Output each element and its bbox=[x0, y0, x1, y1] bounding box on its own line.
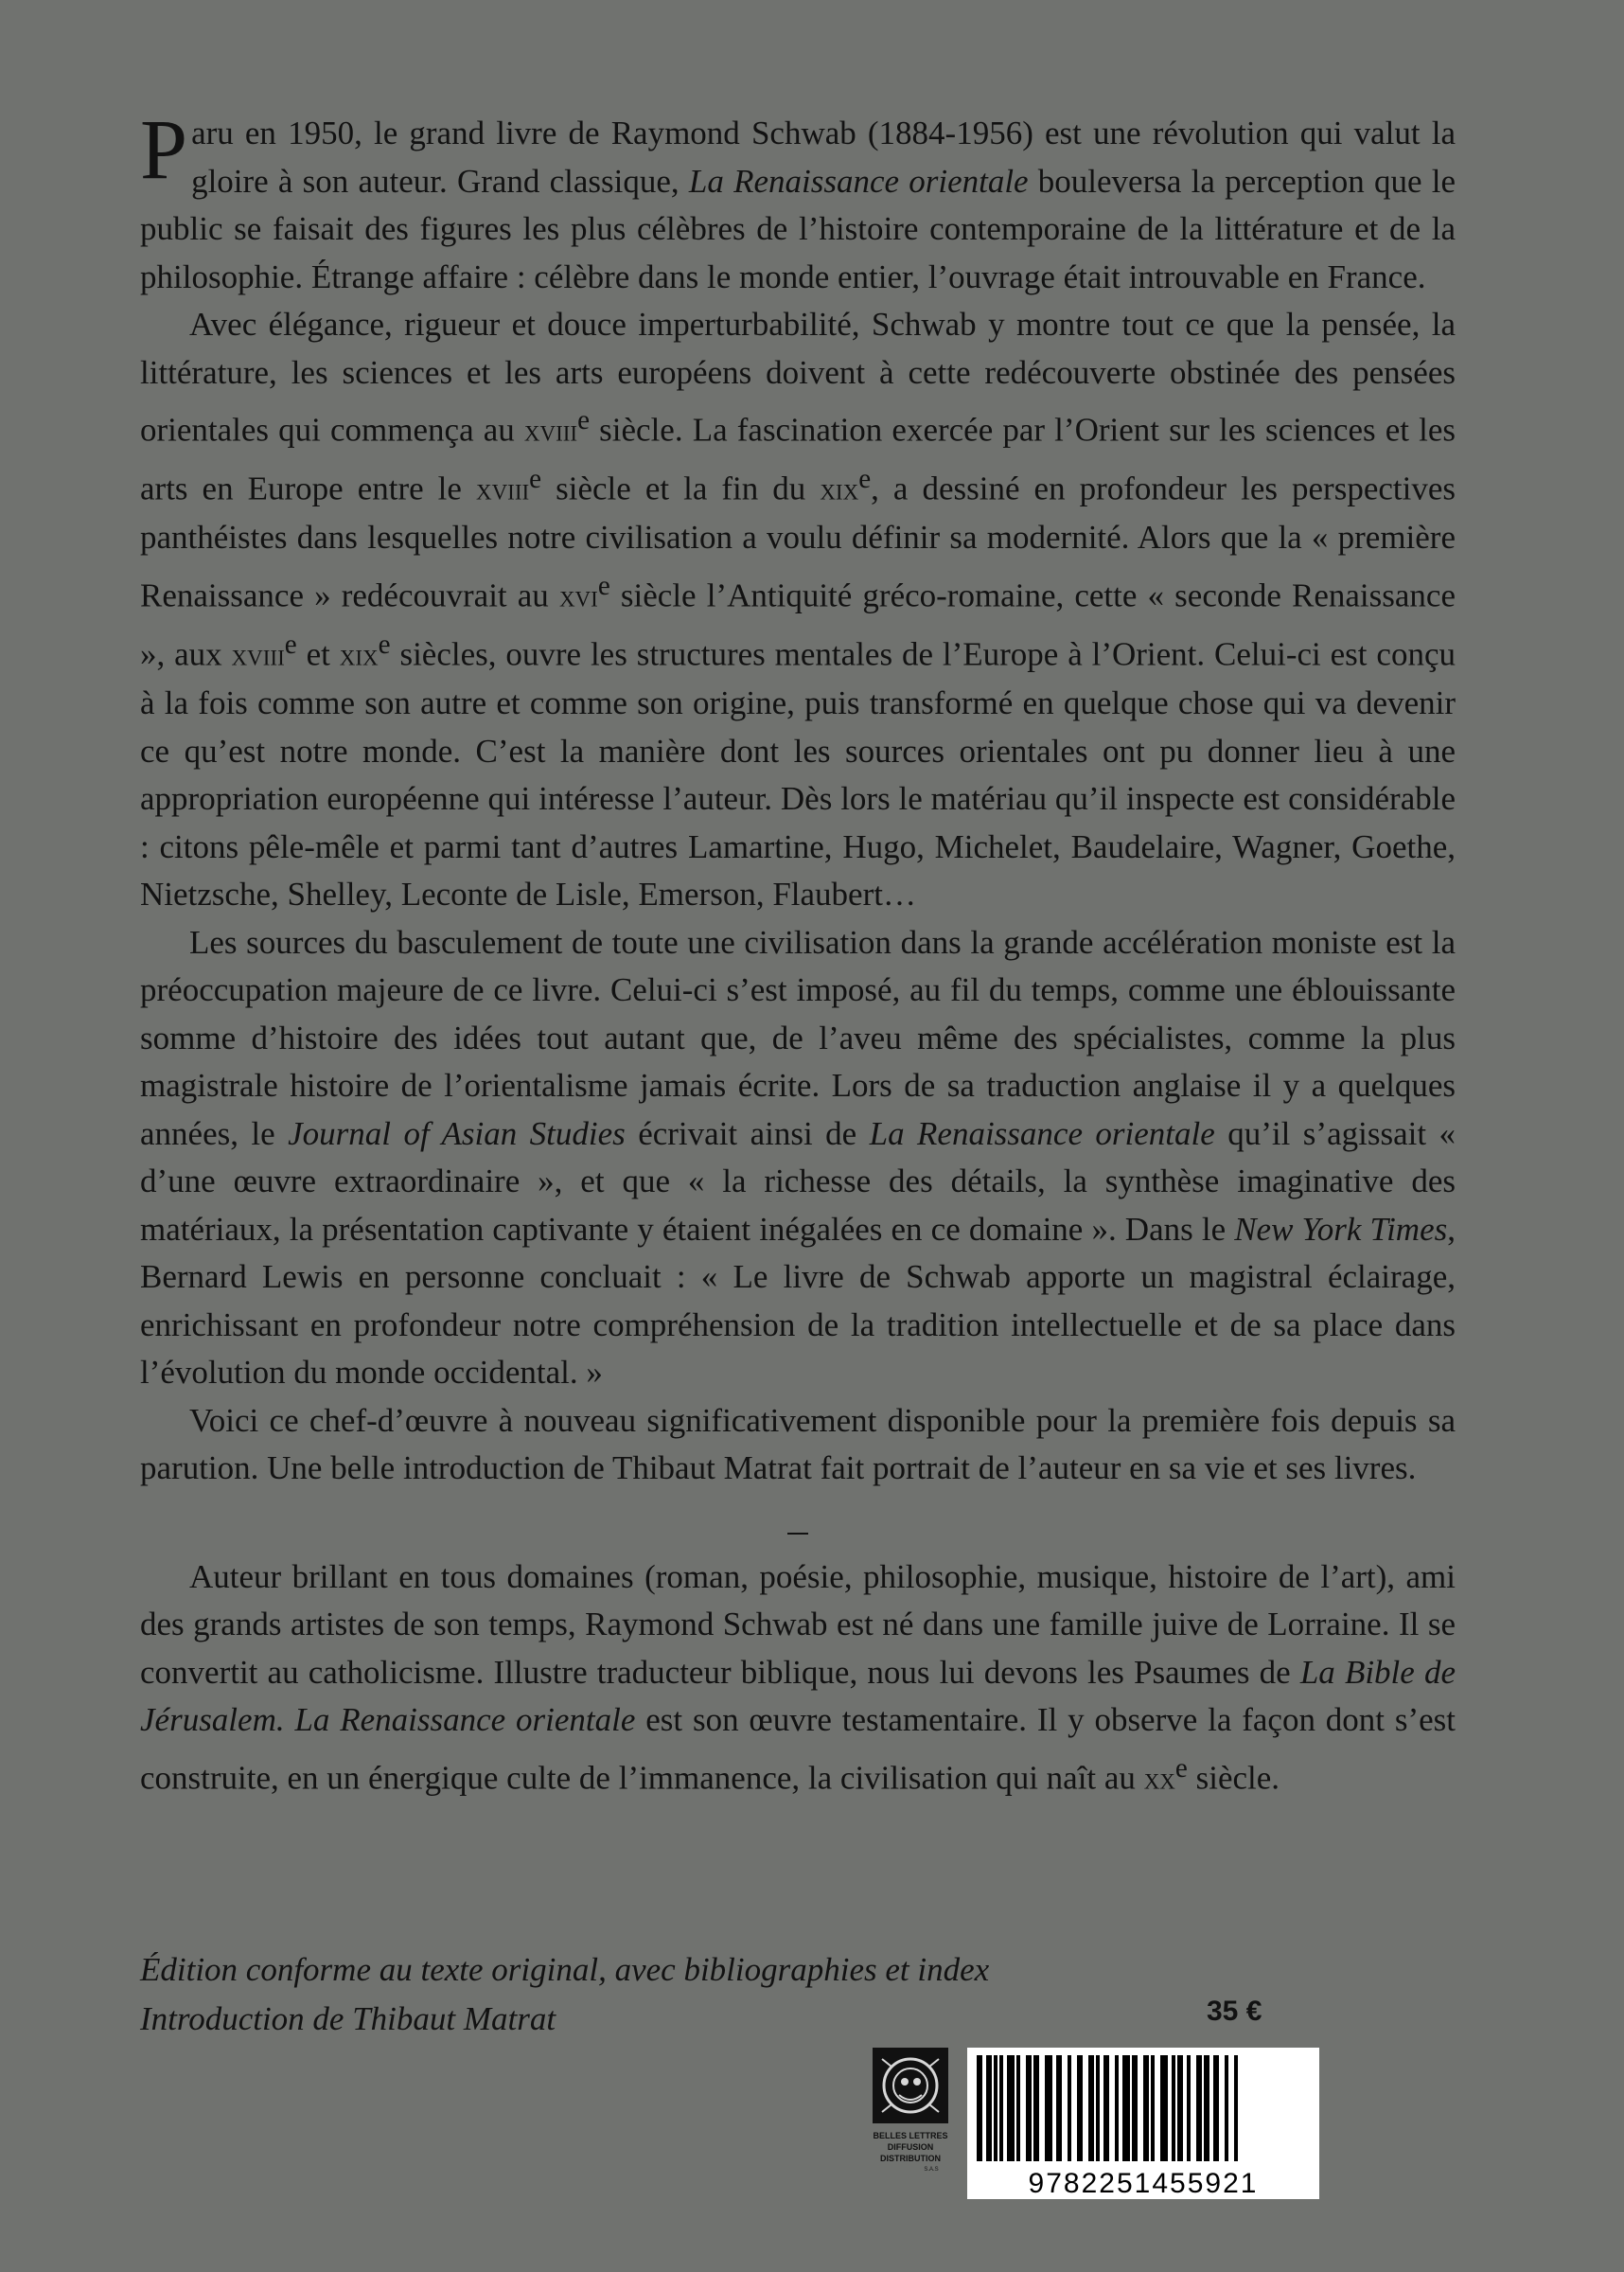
barcode-bar bbox=[1007, 2055, 1015, 2161]
barcode-bar bbox=[1068, 2055, 1071, 2161]
book-title: La Renaissance orientale bbox=[688, 162, 1029, 200]
barcode-bar bbox=[1103, 2055, 1109, 2161]
barcode-bar bbox=[1225, 2055, 1228, 2161]
publisher-name-line-3: DISTRIBUTION bbox=[880, 2154, 941, 2163]
barcode-bar bbox=[1088, 2055, 1094, 2161]
isbn-barcode bbox=[967, 2048, 1319, 2199]
edition-line: Édition conforme au texte original, avec bibliographies et index bbox=[140, 1951, 990, 1988]
introduction-line: Introduction de Thibaut Matrat bbox=[140, 2000, 556, 2037]
barcode-bar bbox=[1033, 2055, 1039, 2161]
book-title: La Renaissance orientale bbox=[294, 1701, 636, 1739]
barcode-bar bbox=[1077, 2055, 1083, 2161]
publisher-name-line-1: BELLES LETTRES bbox=[873, 2131, 948, 2140]
barcode-bar bbox=[1096, 2055, 1100, 2161]
barcode-bar bbox=[1026, 2055, 1032, 2161]
edition-note bbox=[140, 1945, 989, 2044]
barcode-bar bbox=[1016, 2055, 1020, 2161]
paragraph-1: Paru en 1950, le grand livre de Raymond Schwab (1884-1956) est une révolution qui valut la gloire à son auteur. Grand classique, La Renaissance orientale bouleversa la perception que le public se faisait des figures les plus célèbres de l’histoire contemporaine de la littérature et de la philosophie. Étrange affaire : célèbre dans le monde entier, l’ouvrage était introuvable en France. bbox=[140, 103, 1456, 295]
barcode-bar bbox=[1213, 2055, 1219, 2161]
paragraph-2: Avec élégance, rigueur et douce imperturbabilité, Schwab y montre tout ce que la pensée, la littérature, les sciences et les arts européens doivent à cette redécouverte obstinée des pensées orientales qui commença au xviii$^e$ siècle. La fascination exercée par l’Orient sur les sciences et les arts en Europe entre le xviii$^e$ siècle et la fin du xix$^e$, a dessiné en profondeur les perspectives panthéistes dans lesquelles notre civilisation a voulu définir sa modernité. Alors que la « première Renaissance » redécouvrait au xvi$^e$ siècle l’Antiquité gréco-romaine, cette « seconde Renaissance », aux xviii$^e$ et xix$^e$ siècles, ouvre les structures mentales de l’Europe à l’Orient. Celui-ci est conçu à la fois comme son autre et comme son origine, puis transformé en quelque chose qui va devenir ce qu’est notre monde. C’est la manière dont les sources orientales ont pu donner lieu à une appropriation européenne qui intéresse l’auteur. Dès lors le matériau qu’il inspecte est considérable : citons pêle-mêle et parmi tant d’autres Lamartine, Hugo, Michelet, Baudelaire, Wagner, Goethe, Nietzsche, Shelley, Leconte de Lisle, Emerson, Flaubert… bbox=[140, 306, 1456, 914]
drop-cap: P bbox=[140, 103, 188, 197]
barcode-bar bbox=[1056, 2055, 1062, 2161]
barcode-bar bbox=[1143, 2055, 1149, 2161]
barcode-bar bbox=[1122, 2055, 1130, 2161]
barcode-bar bbox=[994, 2055, 997, 2161]
barcode-bar bbox=[1177, 2055, 1183, 2161]
barcode-bar bbox=[1187, 2055, 1191, 2161]
barcode-bar bbox=[977, 2055, 982, 2161]
bible-title: La Bible de Jérusalem. bbox=[140, 1653, 1456, 1739]
paragraph-4: Voici ce chef-d’œuvre à nouveau significativement disponible pour la première fois depuis sa parution. Une belle introduction de Thibaut Matrat fait portrait de l’auteur en sa vie et ses livres. bbox=[140, 1401, 1456, 1487]
back-cover-text bbox=[140, 103, 1456, 1803]
newspaper-title: New York Times bbox=[1234, 1210, 1448, 1248]
barcode-bar bbox=[1204, 2055, 1209, 2161]
paragraph-5: Auteur brillant en tous domaines (roman, poésie, philosophie, musique, histoire de l’art), ami des grands artistes de son temps, Raymond Schwab est né dans une famille juive de Lorraine. Il se convertit au catholicisme. Illustre traducteur biblique, nous lui devons les Psaumes de La Bible de Jérusalem. La Renaissance orientale est son œuvre testamentaire. Il y observe la façon dont s’est construite, en un énergique culte de l’immanence, la civilisation qui naît au $xx^e$ siècle. bbox=[140, 1557, 1456, 1797]
barcode-bar bbox=[1151, 2055, 1155, 2161]
paragraph-3: Les sources du basculement de toute une civilisation dans la grande accélération moniste est la préoccupation majeure de ce livre. Celui-ci s’est imposé, au fil du temps, comme une éblouissante somme d’histoire des idées tout autant que, de l’aveu même des spécialistes, comme la plus magistrale histoire de l’orientalisme jamais écrite. Lors de sa traduction anglaise il y a quelques années, le Journal of Asian Studies écrivait ainsi de La Renaissance orientale qu’il s’agissait « d’une œuvre extraordinaire », et que « la richesse des détails, la synthèse imaginative des matériaux, la présentation captivante y étaient inégalées en ce domaine ». Dans le New York Times, Bernard Lewis en personne concluait : « Le livre de Schwab apporte un magistral éclairage, enrichissant en profondeur notre compréhension de la tradition intellectuelle et de sa place dans l’évolution du monde occidental. » bbox=[140, 923, 1456, 1392]
publisher-name-line-2: DIFFUSION bbox=[887, 2142, 934, 2152]
barcode-number: 9782251455921 bbox=[1028, 2168, 1259, 2199]
publisher-logo bbox=[873, 2048, 948, 2209]
barcode-bar bbox=[1234, 2055, 1238, 2161]
barcode-bar bbox=[1160, 2055, 1168, 2161]
barcode-bar bbox=[1132, 2055, 1138, 2161]
publisher-name-line-4: S.A.S bbox=[924, 2167, 939, 2173]
barcode-bar bbox=[986, 2055, 992, 2161]
price-label: 35 € bbox=[1207, 1996, 1262, 2027]
barcode-bar bbox=[1045, 2055, 1052, 2161]
barcode-bar bbox=[1172, 2055, 1175, 2161]
barcode-bar bbox=[999, 2055, 1003, 2161]
journal-title: Journal of Asian Studies bbox=[288, 1114, 626, 1152]
section-separator bbox=[140, 1493, 1456, 1553]
book-title: La Renaissance orientale bbox=[869, 1114, 1215, 1152]
barcode-bar bbox=[1196, 2055, 1202, 2161]
barcode-bar bbox=[1115, 2055, 1119, 2161]
